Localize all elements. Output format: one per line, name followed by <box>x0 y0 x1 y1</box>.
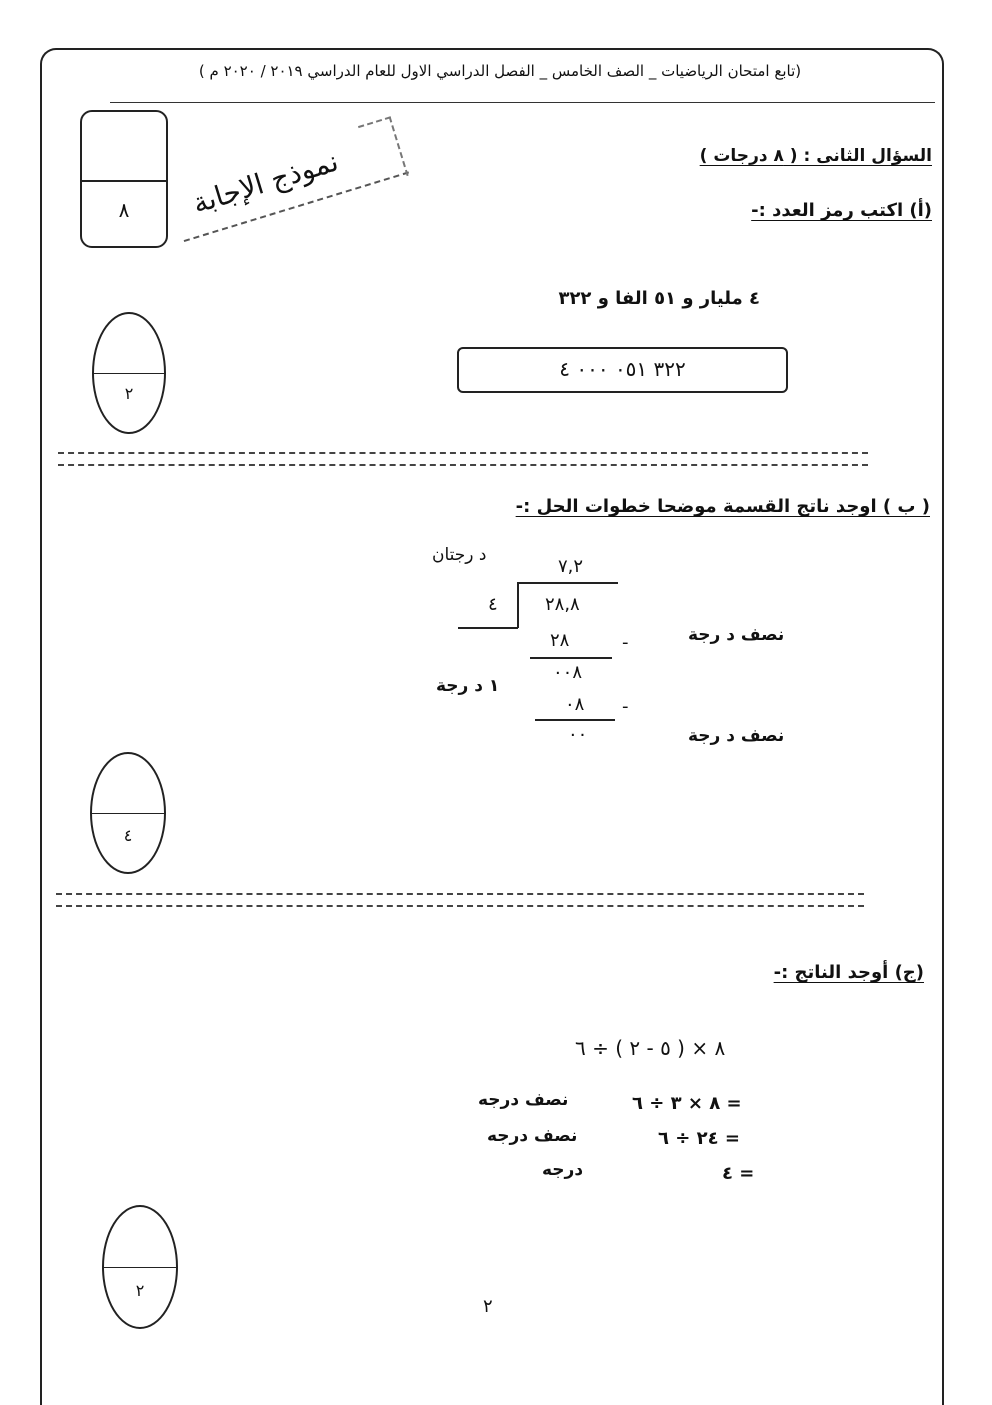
stamp-text: نموذج الإجابة <box>188 144 343 220</box>
part-c-step3-note: درجه <box>542 1160 584 1180</box>
part-a-score: ٢ <box>124 384 134 403</box>
part-c-score-oval <box>102 1205 178 1329</box>
part-b-label: ( ب ) اوجد ناتج القسمة موضحا خطوات الحل :- <box>515 496 930 517</box>
step1-minus: - <box>622 632 629 653</box>
total-score-box <box>80 110 168 248</box>
note-step1: نصف د رجة <box>688 625 785 645</box>
part-a-label: (أ) اكتب رمز العدد :- <box>751 200 932 221</box>
part-c-step2: = ٢٤ ÷ ٦ <box>658 1128 740 1149</box>
oval-divider <box>92 813 164 814</box>
score-box-divider <box>82 180 166 182</box>
section-separator-1 <box>58 452 868 466</box>
page-frame <box>40 48 944 1405</box>
note-remainder1: ١ د رجة <box>436 676 500 696</box>
step2-minus: - <box>622 696 629 717</box>
part-c-step3: = ٤ <box>722 1163 755 1184</box>
part-c-step1-note: نصف درجه <box>478 1090 569 1110</box>
part-a-number-words: ٤ مليار و ٥١ الفا و ٣٢٢ <box>558 288 760 309</box>
exam-header: (تابع امتحان الرياضيات _ الصف الخامس _ الفصل الدراسي الاول للعام الدراسي ٢٠١٩ / ٢٠٢٠ م ) <box>198 62 802 80</box>
part-a-answer: ٣٢٢ ٠٥١ ٠٠٠ ٤ <box>559 357 686 381</box>
part-c-expression: ٨ × ( ٥ - ٢ ) ÷ ٦ <box>575 1036 726 1060</box>
note-step2: نصف د رجة <box>688 726 785 746</box>
page-number: ٢ <box>483 1296 493 1317</box>
part-a-score-oval <box>92 312 166 434</box>
oval-divider <box>104 1267 176 1268</box>
part-c-step2-note: نصف درجه <box>487 1126 578 1146</box>
part-a-answer-box <box>457 347 788 393</box>
step1-line <box>530 657 612 659</box>
quotient-line <box>518 582 618 584</box>
part-c-score: ٢ <box>135 1281 145 1300</box>
note-quotient: د رجتان <box>432 545 487 565</box>
part-c-step1: = ٨ × ٣ ÷ ٦ <box>632 1093 742 1114</box>
divisor: ٤ <box>488 594 498 615</box>
step2-line <box>535 719 615 721</box>
dividend: ٢٨,٨ <box>545 594 580 615</box>
step2-subtrahend: ٠٨ <box>565 694 585 715</box>
remainder1: ٠٠٨ <box>553 662 583 683</box>
quotient: ٧,٢ <box>558 556 584 577</box>
part-b-score: ٤ <box>123 826 133 845</box>
remainder2: ٠٠ <box>568 724 588 745</box>
header-rule <box>110 102 935 103</box>
division-bracket <box>517 582 519 628</box>
divisor-underline <box>458 627 518 629</box>
question-title: السؤال الثانى : ( ٨ درجات ) <box>699 146 932 166</box>
section-separator-2 <box>56 893 864 907</box>
step1-subtrahend: ٢٨ <box>550 630 570 651</box>
part-b-score-oval <box>90 752 166 874</box>
total-score-value: ٨ <box>118 198 130 222</box>
oval-divider <box>94 373 164 374</box>
part-c-label: (ج) أوجد الناتج :- <box>773 962 924 983</box>
